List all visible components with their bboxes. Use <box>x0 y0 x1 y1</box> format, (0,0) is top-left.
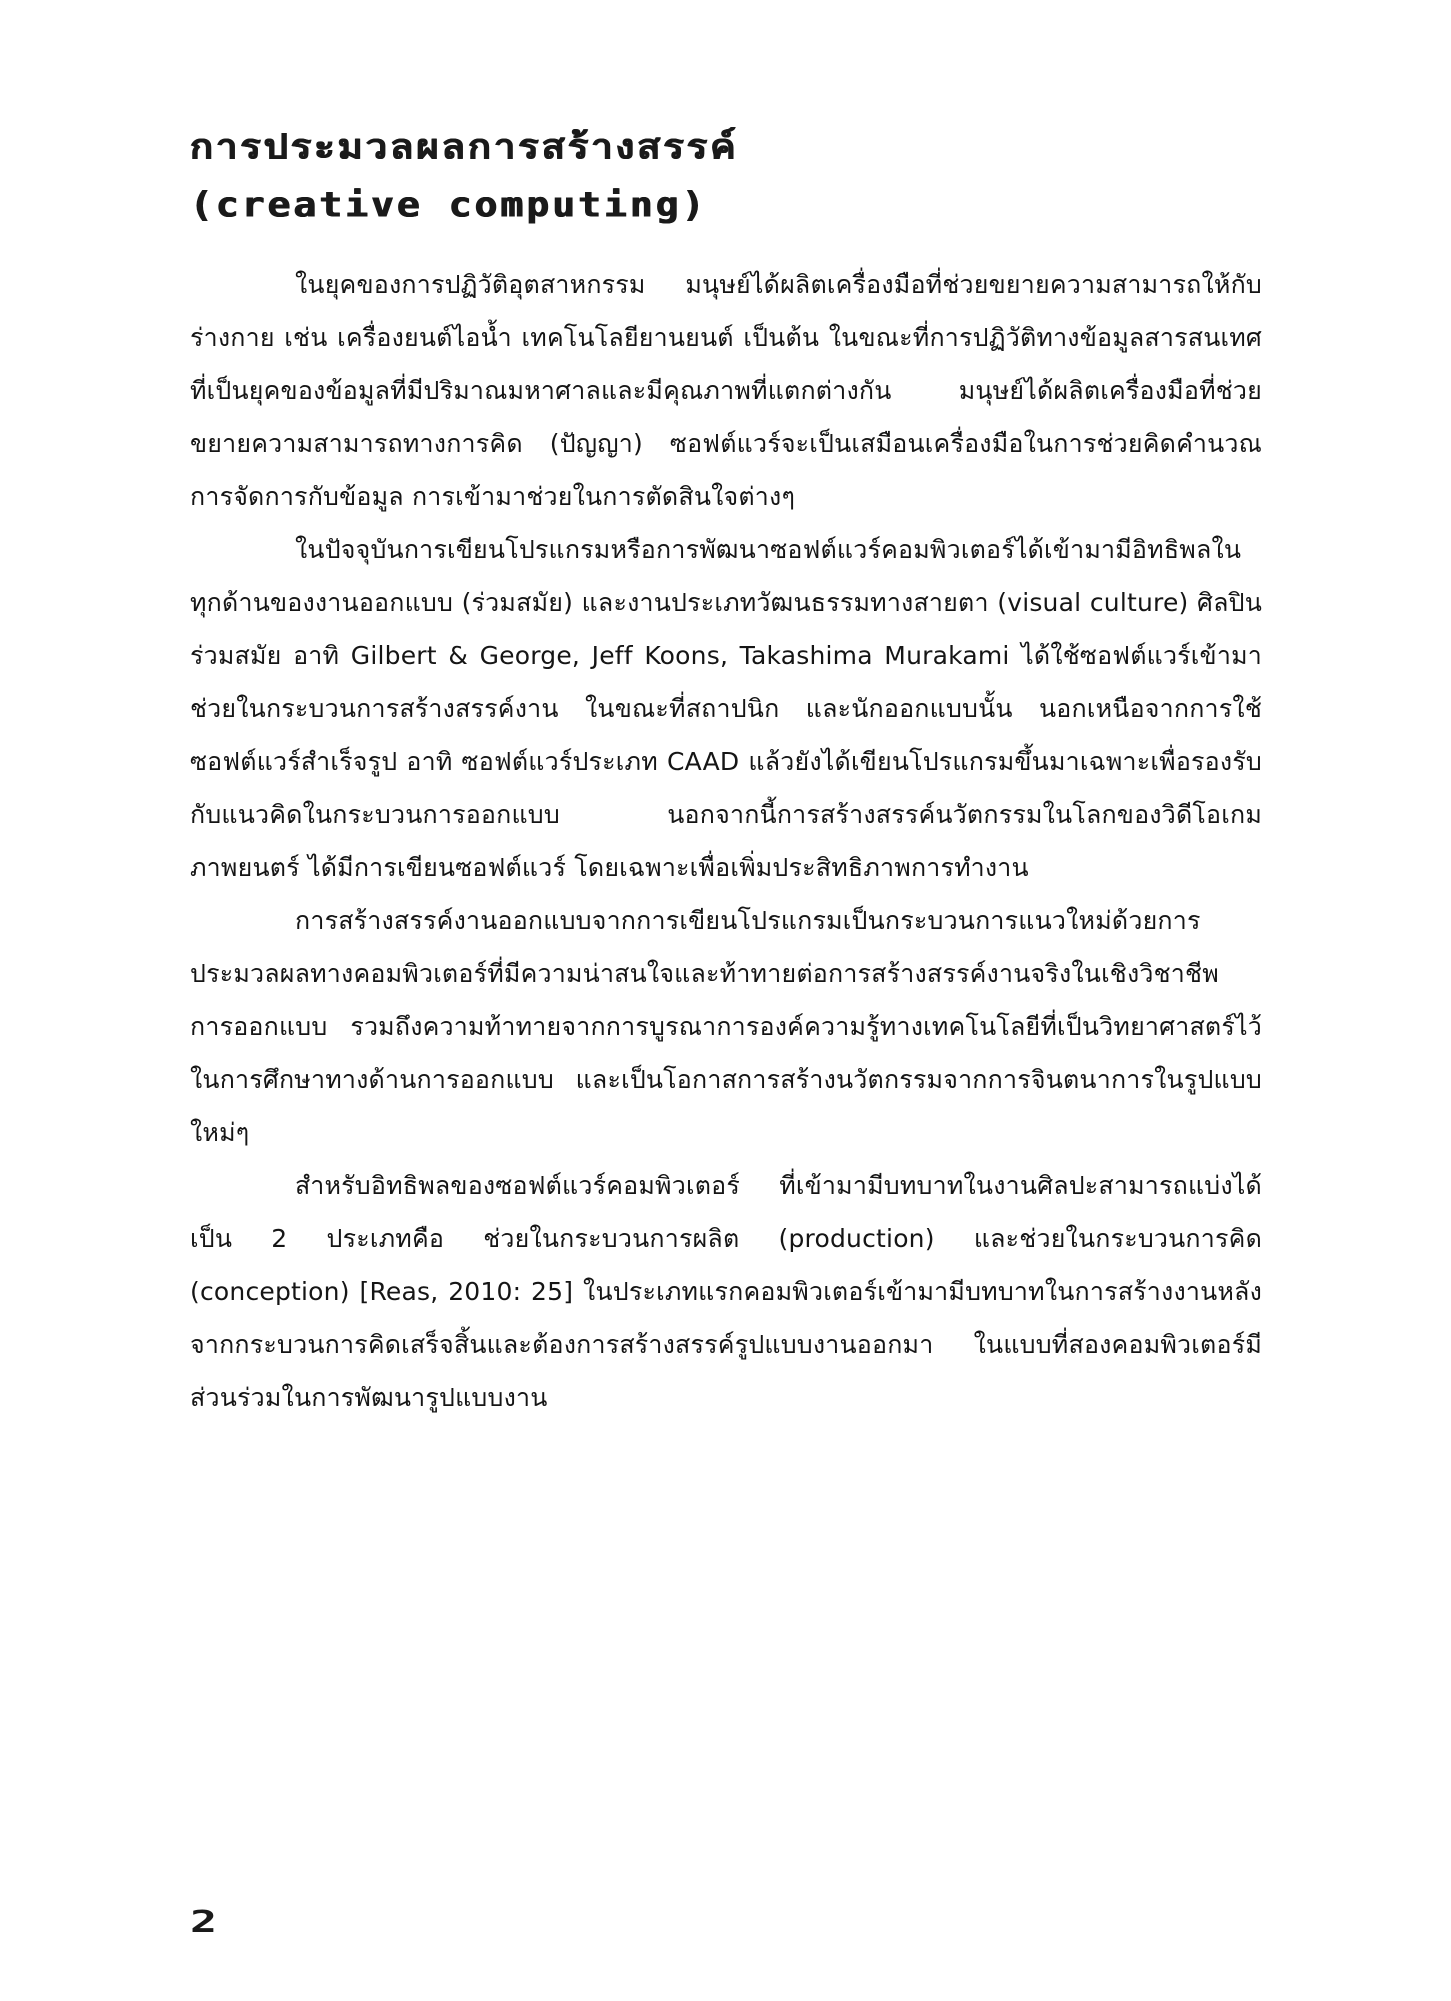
paragraph-2: ในปัจจุบันการเขียนโปรแกรมหรือการพัฒนาซอฟต์แวร์คอมพิวเตอร์ได้เข้ามามีอิทธิพลในทุกด้านของงานออกแบบ (ร่วมสมัย) และงานประเภทวัฒนธรรมทางสายตา (visual culture) ศิลปินร่วมสมัย อาทิ Gilbert & George, Jeff Koons, Takashima Murakami ได้ใช้ซอฟต์แวร์เข้ามาช่วยในกระบวนการสร้างสรรค์งาน ในขณะที่สถาปนิก และนักออกแบบนั้น นอกเหนือจากการใช้ซอฟต์แวร์สำเร็จรูป อาทิ ซอฟต์แวร์ประเภท CAAD แล้วยังได้เขียนโปรแกรมขึ้นมาเฉพาะเพื่อรองรับกับแนวคิดในกระบวนการออกแบบ นอกจากนี้การสร้างสรรค์นวัตกรรมในโลกของวิดีโอเกม ภาพยนตร์ ได้มีการเขียนซอฟต์แวร์ โดยเฉพาะเพื่อเพิ่มประสิทธิภาพการทำงาน <box>190 535 1262 882</box>
paragraph-1: ในยุคของการปฏิวัติอุตสาหกรรม มนุษย์ได้ผลิตเครื่องมือที่ช่วยขยายความสามารถให้กับร่างกาย เช่น เครื่องยนต์ไอน้ำ เทคโนโลยียานยนต์ เป็นต้น ในขณะที่การปฏิวัติทางข้อมูลสารสนเทศที่เป็นยุคของข้อมูลที่มีปริมาณมหาศาลและมีคุณภาพที่แตกต่างกัน มนุษย์ได้ผลิตเครื่องมือที่ช่วยขยายความสามารถทางการคิด (ปัญญา) ซอฟต์แวร์จะเป็นเสมือนเครื่องมือในการช่วยคิดคำนวณ การจัดการกับข้อมูล การเข้ามาช่วยในการตัดสินใจต่างๆ <box>190 270 1262 511</box>
heading-title-english: (creative computing) <box>190 184 708 225</box>
body-text <box>190 258 1262 1424</box>
chapter-heading <box>190 120 1270 236</box>
paragraph-3: การสร้างสรรค์งานออกแบบจากการเขียนโปรแกรมเป็นกระบวนการแนวใหม่ด้วยการประมวลผลทางคอมพิวเตอร์ที่มีความน่าสนใจและท้าทายต่อการสร้างสรรค์งานจริงในเชิงวิชาชีพการออกแบบ รวมถึงความท้าทายจากการบูรณาการองค์ความรู้ทางเทคโนโลยีที่เป็นวิทยาศาสตร์ไว้ในการศึกษาทางด้านการออกแบบ และเป็นโอกาสการสร้างนวัตกรรมจากการจินตนาการในรูปแบบใหม่ๆ <box>190 906 1262 1147</box>
page-number: 2 <box>190 1905 218 1940</box>
paragraph-4: สำหรับอิทธิพลของซอฟต์แวร์คอมพิวเตอร์ ที่เข้ามามีบทบาทในงานศิลปะสามารถแบ่งได้เป็น 2 ประเภทคือ ช่วยในกระบวนการผลิต (production) และช่วยในกระบวนการคิด (conception) [Reas, 2010: 25] ในประเภทแรกคอมพิวเตอร์เข้ามามีบทบาทในการสร้างงานหลังจากกระบวนการคิดเสร็จสิ้นและต้องการสร้างสรรค์รูปแบบงานออกมา ในแบบที่สองคอมพิวเตอร์มีส่วนร่วมในการพัฒนารูปแบบงาน <box>190 1171 1262 1412</box>
heading-title-thai: การประมวลผลการสร้างสรรค์ <box>190 126 739 167</box>
